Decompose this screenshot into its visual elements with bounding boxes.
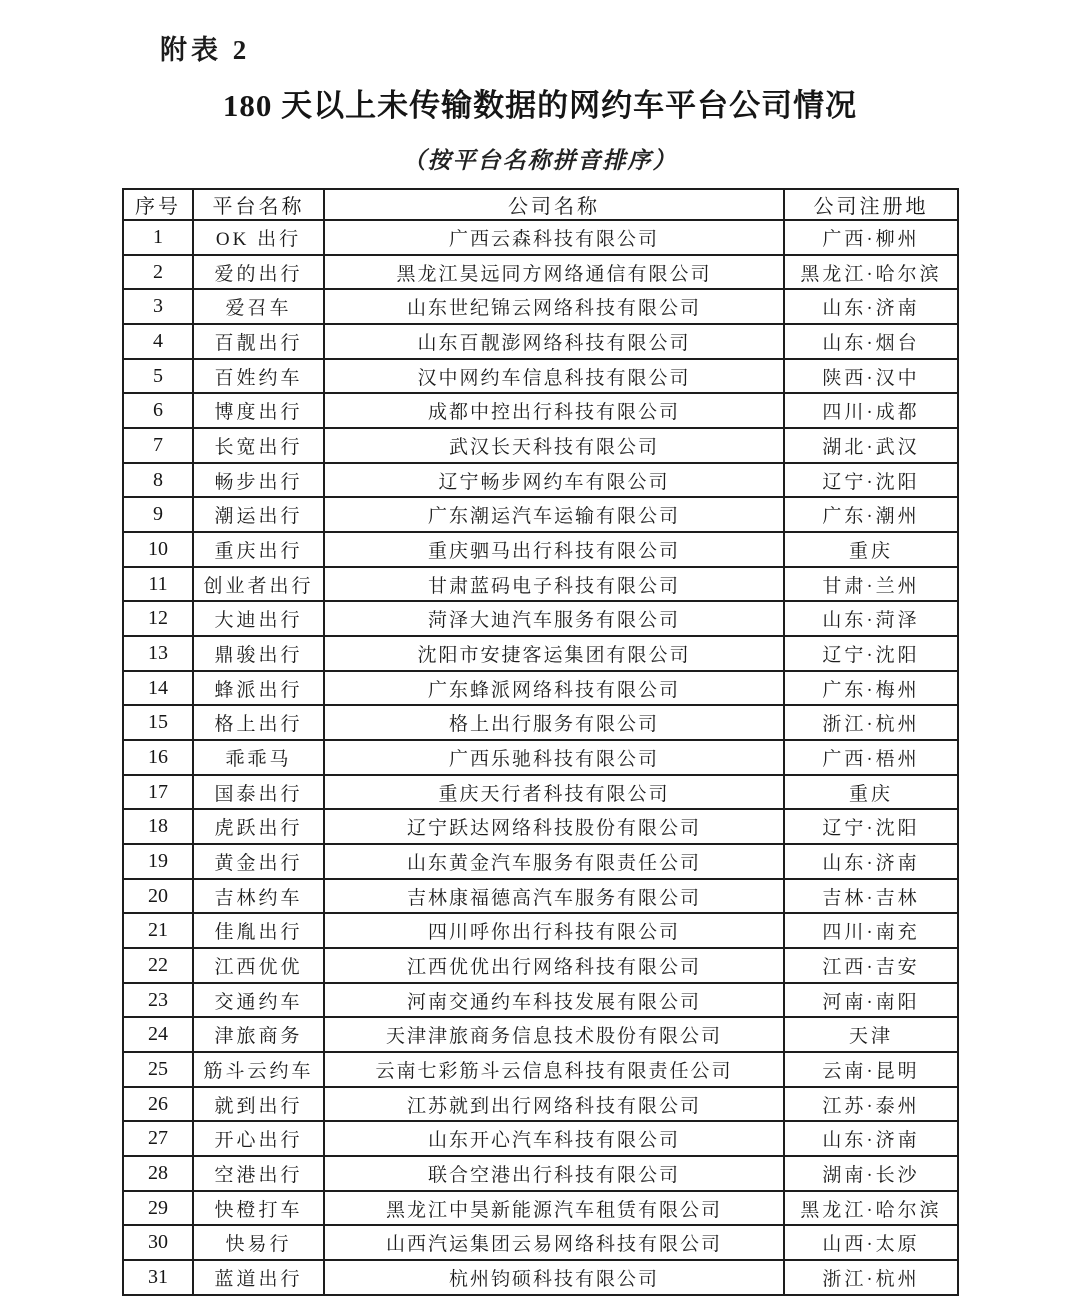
cell-company-name: 武汉长天科技有限公司 — [324, 428, 784, 463]
cell-registration-place: 浙江·杭州 — [784, 705, 958, 740]
cell-registration-place: 重庆 — [784, 532, 958, 567]
cell-platform-name: 就到出行 — [193, 1087, 324, 1122]
cell-company-name: 甘肃蓝码电子科技有限公司 — [324, 567, 784, 602]
cell-platform-name: 黄金出行 — [193, 844, 324, 879]
cell-company-name: 山东开心汽车科技有限公司 — [324, 1121, 784, 1156]
cell-company-name: 四川呼你出行科技有限公司 — [324, 913, 784, 948]
cell-platform-name: 佳胤出行 — [193, 913, 324, 948]
cell-registration-place: 浙江·杭州 — [784, 1260, 958, 1295]
table-row — [123, 428, 958, 463]
cell-registration-place: 湖北·武汉 — [784, 428, 958, 463]
cell-index: 25 — [123, 1052, 193, 1087]
table-row — [123, 1017, 958, 1052]
cell-registration-place: 广西·梧州 — [784, 740, 958, 775]
table-row — [123, 1121, 958, 1156]
cell-index: 15 — [123, 705, 193, 740]
cell-index: 11 — [123, 567, 193, 602]
table-row — [123, 809, 958, 844]
cell-registration-place: 黑龙江·哈尔滨 — [784, 255, 958, 290]
cell-platform-name: 爱召车 — [193, 289, 324, 324]
column-header-region: 公司注册地 — [784, 189, 958, 220]
cell-registration-place: 重庆 — [784, 775, 958, 810]
cell-index: 2 — [123, 255, 193, 290]
cell-platform-name: 吉林约车 — [193, 879, 324, 914]
cell-company-name: 江西优优出行网络科技有限公司 — [324, 948, 784, 983]
cell-company-name: 重庆天行者科技有限公司 — [324, 775, 784, 810]
cell-company-name: 沈阳市安捷客运集团有限公司 — [324, 636, 784, 671]
cell-platform-name: 蜂派出行 — [193, 671, 324, 706]
cell-company-name: 山东黄金汽车服务有限责任公司 — [324, 844, 784, 879]
cell-company-name: 江苏就到出行网络科技有限公司 — [324, 1087, 784, 1122]
platform-table — [122, 188, 959, 1296]
cell-index: 4 — [123, 324, 193, 359]
cell-platform-name: 空港出行 — [193, 1156, 324, 1191]
table-row — [123, 1052, 958, 1087]
cell-platform-name: 鼎骏出行 — [193, 636, 324, 671]
table-row — [123, 532, 958, 567]
cell-index: 20 — [123, 879, 193, 914]
cell-platform-name: 重庆出行 — [193, 532, 324, 567]
cell-registration-place: 山东·济南 — [784, 844, 958, 879]
cell-company-name: 辽宁跃达网络科技股份有限公司 — [324, 809, 784, 844]
cell-registration-place: 天津 — [784, 1017, 958, 1052]
cell-index: 17 — [123, 775, 193, 810]
cell-company-name: 广东潮运汽车运输有限公司 — [324, 497, 784, 532]
cell-index: 23 — [123, 983, 193, 1018]
cell-registration-place: 甘肃·兰州 — [784, 567, 958, 602]
cell-registration-place: 湖南·长沙 — [784, 1156, 958, 1191]
cell-company-name: 重庆驷马出行科技有限公司 — [324, 532, 784, 567]
cell-platform-name: 快橙打车 — [193, 1191, 324, 1226]
cell-index: 13 — [123, 636, 193, 671]
cell-registration-place: 四川·南充 — [784, 913, 958, 948]
table-row — [123, 671, 958, 706]
table-row — [123, 983, 958, 1018]
cell-index: 5 — [123, 359, 193, 394]
cell-platform-name: 百姓约车 — [193, 359, 324, 394]
cell-platform-name: 快易行 — [193, 1225, 324, 1260]
cell-platform-name: 开心出行 — [193, 1121, 324, 1156]
cell-platform-name: 创业者出行 — [193, 567, 324, 602]
cell-index: 6 — [123, 393, 193, 428]
cell-platform-name: 爱的出行 — [193, 255, 324, 290]
cell-platform-name: 潮运出行 — [193, 497, 324, 532]
cell-index: 27 — [123, 1121, 193, 1156]
table-row — [123, 359, 958, 394]
cell-platform-name: 筋斗云约车 — [193, 1052, 324, 1087]
table-row — [123, 463, 958, 498]
table-row — [123, 567, 958, 602]
cell-registration-place: 广东·梅州 — [784, 671, 958, 706]
cell-company-name: 辽宁畅步网约车有限公司 — [324, 463, 784, 498]
cell-registration-place: 辽宁·沈阳 — [784, 809, 958, 844]
cell-registration-place: 山西·太原 — [784, 1225, 958, 1260]
table-header — [123, 189, 958, 220]
appendix-label: 附表 2 — [160, 35, 251, 65]
cell-index: 22 — [123, 948, 193, 983]
cell-platform-name: 大迪出行 — [193, 601, 324, 636]
cell-registration-place: 陕西·汉中 — [784, 359, 958, 394]
cell-company-name: 成都中控出行科技有限公司 — [324, 393, 784, 428]
cell-company-name: 吉林康福德高汽车服务有限公司 — [324, 879, 784, 914]
cell-platform-name: 虎跃出行 — [193, 809, 324, 844]
table-row — [123, 775, 958, 810]
cell-index: 12 — [123, 601, 193, 636]
cell-platform-name: 江西优优 — [193, 948, 324, 983]
table-row — [123, 740, 958, 775]
cell-company-name: 杭州钧硕科技有限公司 — [324, 1260, 784, 1295]
table-header-row — [123, 189, 958, 220]
cell-index: 21 — [123, 913, 193, 948]
cell-company-name: 广东蜂派网络科技有限公司 — [324, 671, 784, 706]
table-row — [123, 289, 958, 324]
cell-index: 7 — [123, 428, 193, 463]
cell-registration-place: 江苏·泰州 — [784, 1087, 958, 1122]
cell-platform-name: OK 出行 — [193, 220, 324, 255]
cell-index: 8 — [123, 463, 193, 498]
cell-index: 1 — [123, 220, 193, 255]
cell-index: 9 — [123, 497, 193, 532]
document-title: 180 天以上未传输数据的网约车平台公司情况 — [222, 88, 858, 123]
cell-company-name: 格上出行服务有限公司 — [324, 705, 784, 740]
table-row — [123, 844, 958, 879]
cell-index: 19 — [123, 844, 193, 879]
cell-index: 3 — [123, 289, 193, 324]
cell-registration-place: 江西·吉安 — [784, 948, 958, 983]
cell-platform-name: 蓝道出行 — [193, 1260, 324, 1295]
table-row — [123, 1225, 958, 1260]
cell-registration-place: 广东·潮州 — [784, 497, 958, 532]
table-row — [123, 1191, 958, 1226]
cell-company-name: 黑龙江中昊新能源汽车租赁有限公司 — [324, 1191, 784, 1226]
cell-company-name: 山西汽运集团云易网络科技有限公司 — [324, 1225, 784, 1260]
cell-registration-place: 河南·南阳 — [784, 983, 958, 1018]
platform-table-wrapper — [122, 188, 959, 1296]
table-row — [123, 601, 958, 636]
table-row — [123, 1087, 958, 1122]
cell-platform-name: 百靓出行 — [193, 324, 324, 359]
table-row — [123, 948, 958, 983]
cell-company-name: 菏泽大迪汽车服务有限公司 — [324, 601, 784, 636]
cell-registration-place: 辽宁·沈阳 — [784, 463, 958, 498]
cell-registration-place: 吉林·吉林 — [784, 879, 958, 914]
cell-registration-place: 广西·柳州 — [784, 220, 958, 255]
cell-index: 18 — [123, 809, 193, 844]
table-row — [123, 705, 958, 740]
cell-platform-name: 国泰出行 — [193, 775, 324, 810]
cell-index: 14 — [123, 671, 193, 706]
column-header-index: 序号 — [123, 189, 193, 220]
cell-platform-name: 津旅商务 — [193, 1017, 324, 1052]
cell-registration-place: 山东·济南 — [784, 1121, 958, 1156]
cell-platform-name: 格上出行 — [193, 705, 324, 740]
cell-company-name: 广西云森科技有限公司 — [324, 220, 784, 255]
cell-index: 10 — [123, 532, 193, 567]
table-row — [123, 324, 958, 359]
table-row — [123, 1260, 958, 1295]
cell-index: 29 — [123, 1191, 193, 1226]
table-row — [123, 913, 958, 948]
cell-index: 31 — [123, 1260, 193, 1295]
column-header-platform: 平台名称 — [193, 189, 324, 220]
cell-index: 28 — [123, 1156, 193, 1191]
document-subtitle: （按平台名称拼音排序） — [402, 148, 678, 173]
column-header-company: 公司名称 — [324, 189, 784, 220]
cell-company-name: 山东世纪锦云网络科技有限公司 — [324, 289, 784, 324]
table-row — [123, 636, 958, 671]
cell-registration-place: 辽宁·沈阳 — [784, 636, 958, 671]
table-row — [123, 393, 958, 428]
cell-platform-name: 博度出行 — [193, 393, 324, 428]
cell-platform-name: 长宽出行 — [193, 428, 324, 463]
cell-company-name: 汉中网约车信息科技有限公司 — [324, 359, 784, 394]
table-row — [123, 497, 958, 532]
cell-company-name: 广西乐驰科技有限公司 — [324, 740, 784, 775]
table-row — [123, 220, 958, 255]
table-row — [123, 255, 958, 290]
cell-platform-name: 乖乖马 — [193, 740, 324, 775]
cell-registration-place: 山东·菏泽 — [784, 601, 958, 636]
cell-registration-place: 山东·烟台 — [784, 324, 958, 359]
cell-registration-place: 云南·昆明 — [784, 1052, 958, 1087]
cell-company-name: 河南交通约车科技发展有限公司 — [324, 983, 784, 1018]
cell-index: 24 — [123, 1017, 193, 1052]
table-body — [123, 220, 958, 1295]
cell-platform-name: 交通约车 — [193, 983, 324, 1018]
cell-registration-place: 四川·成都 — [784, 393, 958, 428]
cell-registration-place: 山东·济南 — [784, 289, 958, 324]
cell-index: 26 — [123, 1087, 193, 1122]
table-row — [123, 879, 958, 914]
cell-registration-place: 黑龙江·哈尔滨 — [784, 1191, 958, 1226]
table-row — [123, 1156, 958, 1191]
cell-index: 16 — [123, 740, 193, 775]
cell-company-name: 联合空港出行科技有限公司 — [324, 1156, 784, 1191]
cell-index: 30 — [123, 1225, 193, 1260]
cell-company-name: 黑龙江昊远同方网络通信有限公司 — [324, 255, 784, 290]
cell-company-name: 山东百靓澎网络科技有限公司 — [324, 324, 784, 359]
cell-company-name: 云南七彩筋斗云信息科技有限责任公司 — [324, 1052, 784, 1087]
cell-platform-name: 畅步出行 — [193, 463, 324, 498]
cell-company-name: 天津津旅商务信息技术股份有限公司 — [324, 1017, 784, 1052]
